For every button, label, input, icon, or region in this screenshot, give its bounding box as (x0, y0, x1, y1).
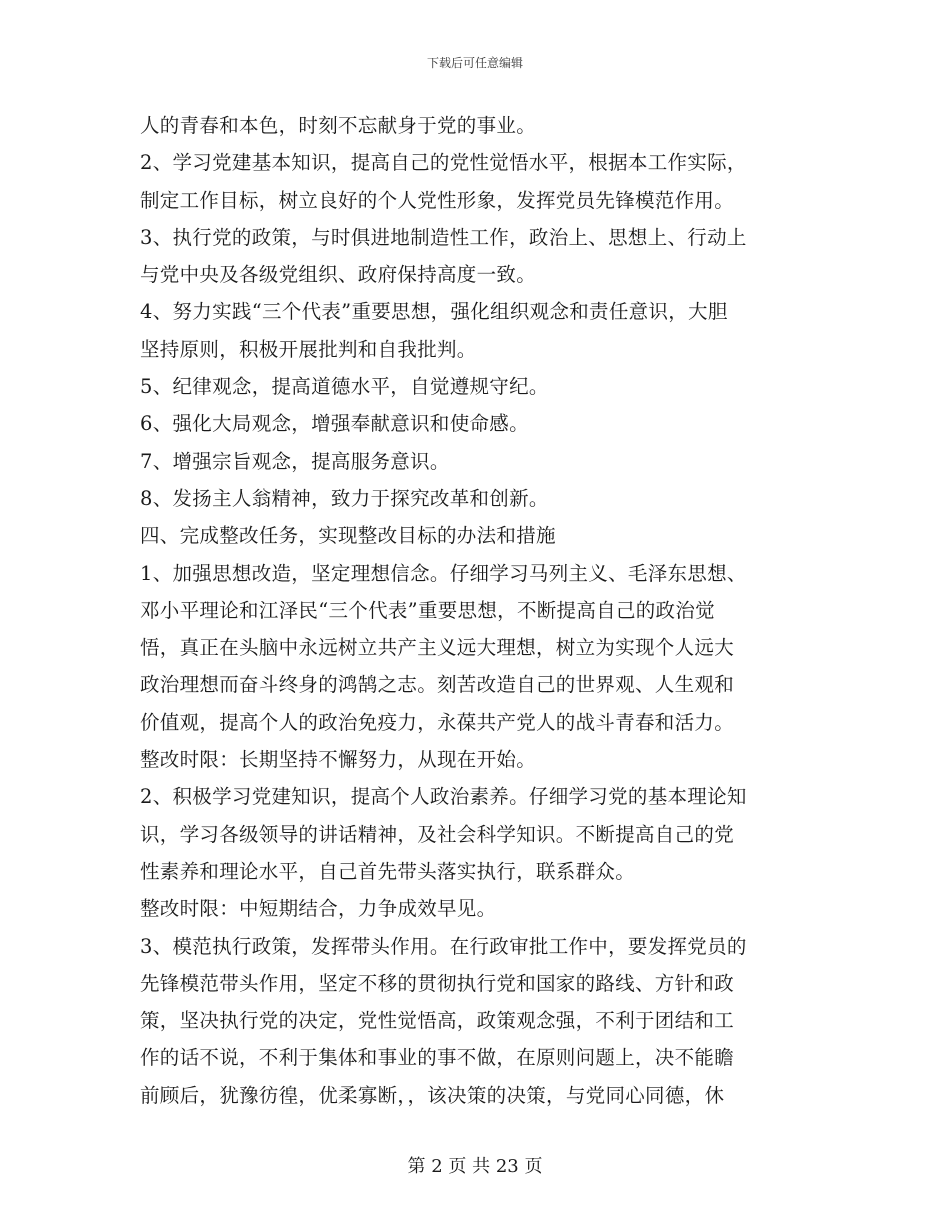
section-heading: 四、完成整改任务，实现整改目标的办法和措施 (140, 524, 556, 548)
text-line: 制定工作目标，树立良好的个人党性形象，发挥党员先锋模范作用。 (140, 188, 735, 212)
text-line: 政治理想而奋斗终身的鸿鹄之志。刻苦改造自己的世界观、人生观和 (140, 673, 735, 697)
text-line: 策，坚决执行党的决定，党性觉悟高，政策观念强，不利于团结和工 (140, 1009, 735, 1033)
text-line: 5、纪律观念，提高道德水平，自觉遵规守纪。 (140, 375, 549, 399)
text-line: 1、加强思想改造，坚定理想信念。仔细学习马列主义、毛泽东思想、 (140, 561, 747, 585)
deadline-line: 整改时限：长期坚持不懈努力，从现在开始。 (140, 748, 537, 772)
text-line: 6、强化大局观念，增强奉献意识和使命感。 (140, 412, 529, 436)
text-line: 坚持原则，积极开展批判和自我批判。 (140, 337, 477, 361)
text-line: 识，学习各级领导的讲话精神，及社会科学知识。不断提高自己的党 (140, 822, 735, 846)
text-line: 作的话不说，不利于集体和事业的事不做，在原则问题上，决不能瞻 (140, 1046, 735, 1070)
page-header: 下载后可任意编辑 (426, 56, 523, 70)
document-body (140, 107, 820, 1114)
text-line: 3、模范执行政策，发挥带头作用。在行政审批工作中，要发挥党员的 (140, 934, 747, 958)
text-line: 7、增强宗旨观念，提高服务意识。 (140, 449, 450, 473)
text-line: 3、执行党的政策，与时俱进地制造性工作，政治上、思想上、行动上 (140, 225, 747, 249)
text-line: 前顾后，犹豫彷徨，优柔寡断，，该决策的决策，与党同心同德，休 (140, 1083, 725, 1107)
text-line: 性素养和理论水平，自己首先带头落实执行，联系群众。 (140, 859, 636, 883)
text-line: 与党中央及各级党组织、政府保持高度一致。 (140, 263, 537, 287)
text-line: 8、发扬主人翁精神，致力于探究改革和创新。 (140, 486, 549, 510)
text-line: 人的青春和本色，时刻不忘献身于党的事业。 (140, 114, 537, 137)
text-line: 2、积极学习党建知识，提高个人政治素养。仔细学习党的基本理论知 (140, 785, 747, 809)
text-line: 2、学习党建基本知识，提高自己的党性觉悟水平，根据本工作实际， (140, 151, 747, 175)
text-line: 悟，真正在头脑中永远树立共产主义远大理想，树立为实现个人远大 (140, 636, 735, 660)
text-line: 4、努力实践“三个代表”重要思想，强化组织观念和责任意识，大胆 (140, 300, 728, 324)
deadline-line: 整改时限：中短期结合，力争成效早见。 (140, 897, 497, 921)
text-line: 价值观，提高个人的政治免疫力，永葆共产党人的战斗青春和活力。 (140, 710, 735, 734)
text-line: 邓小平理论和江泽民“三个代表”重要思想，不断提高自己的政治觉 (140, 598, 715, 622)
text-line: 先锋模范带头作用，坚定不移的贯彻执行党和国家的路线、方针和政 (140, 971, 735, 995)
page-number-footer: 第 2 页 共 23 页 (407, 1156, 543, 1177)
